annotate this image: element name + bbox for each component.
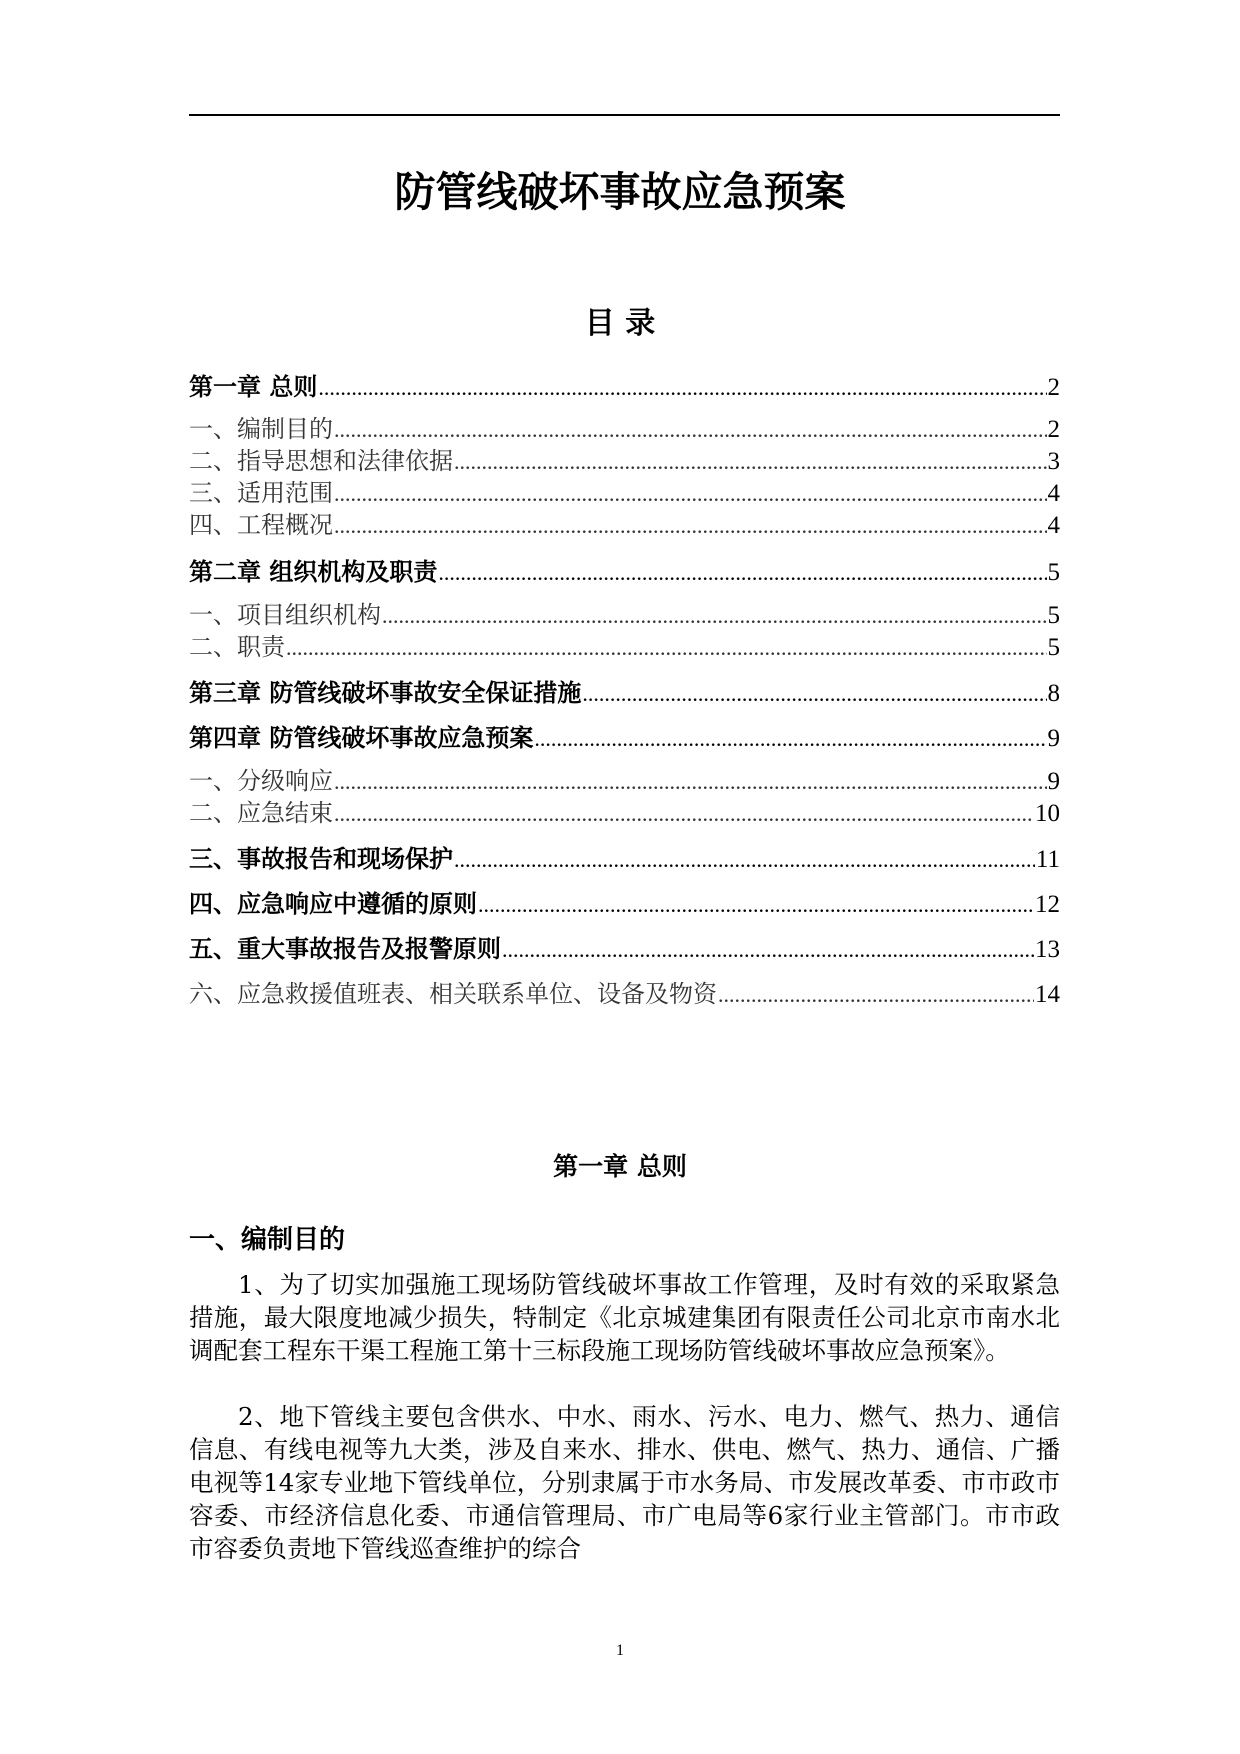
toc-entry[interactable]: [189, 445, 1060, 478]
toc-entry-page: 2: [1047, 416, 1060, 443]
toc-leader: [334, 766, 1047, 798]
toc-entry-label: 一、分级响应: [189, 767, 333, 795]
toc-leader: [718, 979, 1034, 1011]
toc-entry[interactable]: [189, 677, 1060, 710]
toc-entry-page: 12: [1035, 891, 1060, 918]
toc-leader: [286, 632, 1047, 664]
body-paragraph: 1、为了切实加强施工现场防管线破坏事故工作管理，及时有效的采取紧急措施，最大限度地减少损失，特制定《北京城建集团有限责任公司北京市南水北调配套工程东干渠工程施工第十三标段施工现场防管线破坏事故应急预案》。: [189, 1270, 1060, 1365]
document-title: 防管线破坏事故应急预案: [394, 168, 846, 216]
toc-leader: [438, 557, 1046, 589]
toc-entry[interactable]: [189, 888, 1060, 921]
toc-entry-page: 11: [1035, 846, 1060, 873]
toc-leader: [534, 723, 1046, 755]
toc-entry-page: 14: [1035, 981, 1060, 1008]
toc-leader: [334, 414, 1047, 446]
toc-entry[interactable]: [189, 722, 1060, 755]
toc-entry-label: 第一章 总则: [189, 373, 318, 401]
toc-leader: [478, 889, 1034, 921]
toc-entry-label: 第二章 组织机构及职责: [189, 558, 438, 586]
toc-entry-label: 四、工程概况: [189, 511, 333, 539]
toc-entry[interactable]: [189, 556, 1060, 589]
toc-entry[interactable]: [189, 631, 1060, 664]
toc-heading: 目 录: [584, 306, 656, 341]
toc-entry-label: 四、应急响应中遵循的原则: [189, 890, 477, 918]
toc-entry[interactable]: [189, 797, 1060, 830]
toc-entry-label: 第三章 防管线破坏事故安全保证措施: [189, 679, 582, 707]
toc-entry-label: 三、适用范围: [189, 479, 333, 507]
toc-leader: [334, 798, 1034, 830]
toc-entry-label: 二、职责: [189, 633, 285, 661]
toc-entry-label: 二、指导思想和法律依据: [189, 447, 453, 475]
toc-entry[interactable]: [189, 933, 1060, 966]
toc-entry-page: 10: [1035, 800, 1060, 827]
toc-entry-label: 三、事故报告和现场保护: [189, 845, 453, 873]
toc-entry-page: 3: [1047, 448, 1060, 475]
toc-entry[interactable]: [189, 599, 1060, 632]
toc-entry[interactable]: [189, 413, 1060, 446]
toc-entry-label: 五、重大事故报告及报警原则: [189, 935, 501, 963]
toc-entry-label: 六、应急救援值班表、相关联系单位、设备及物资: [189, 980, 717, 1008]
toc-entry-label: 一、编制目的: [189, 415, 333, 443]
toc-entry[interactable]: [189, 765, 1060, 798]
header-rule: [189, 114, 1060, 116]
toc-leader: [318, 372, 1046, 404]
toc-leader: [454, 446, 1047, 478]
toc-entry-page: 9: [1047, 768, 1060, 795]
toc-entry-page: 13: [1035, 936, 1060, 963]
toc-leader: [334, 510, 1047, 542]
body-paragraph: 2、地下管线主要包含供水、中水、雨水、污水、电力、燃气、热力、通信信息、有线电视等九大类，涉及自来水、排水、供电、燃气、热力、通信、广播电视等14家专业地下管线单位，分别隶属于市水务局、市发展改革委、市市政市容委、市经济信息化委、市通信管理局、市广电局等6家行业主管部门。市市政市容委负责地下管线巡查维护的综合: [189, 1402, 1060, 1563]
toc-leader: [334, 478, 1047, 510]
toc-entry-page: 5: [1047, 634, 1060, 661]
toc-entry[interactable]: [189, 509, 1060, 542]
toc-entry[interactable]: [189, 978, 1060, 1011]
toc-leader: [382, 600, 1047, 632]
toc-leader: [582, 678, 1046, 710]
toc-entry-page: 4: [1047, 512, 1060, 539]
toc-entry-page: 5: [1047, 602, 1060, 629]
toc-entry-page: 9: [1047, 725, 1060, 752]
toc-entry-label: 一、项目组织机构: [189, 601, 381, 629]
toc-entry[interactable]: [189, 371, 1060, 404]
toc-entry[interactable]: [189, 477, 1060, 510]
toc-entry[interactable]: [189, 843, 1060, 876]
toc-entry-page: 4: [1047, 480, 1060, 507]
toc-entry-label: 第四章 防管线破坏事故应急预案: [189, 724, 534, 752]
toc-leader: [502, 934, 1034, 966]
toc-entry-label: 二、应急结束: [189, 799, 333, 827]
toc-leader: [454, 844, 1035, 876]
section-heading: 一、编制目的: [189, 1225, 346, 1255]
toc-entry-page: 2: [1047, 374, 1060, 401]
toc-entry-page: 5: [1047, 559, 1060, 586]
toc-entry-page: 8: [1047, 680, 1060, 707]
page-number: 1: [616, 1642, 624, 1659]
chapter-heading: 第一章 总则: [553, 1152, 687, 1181]
